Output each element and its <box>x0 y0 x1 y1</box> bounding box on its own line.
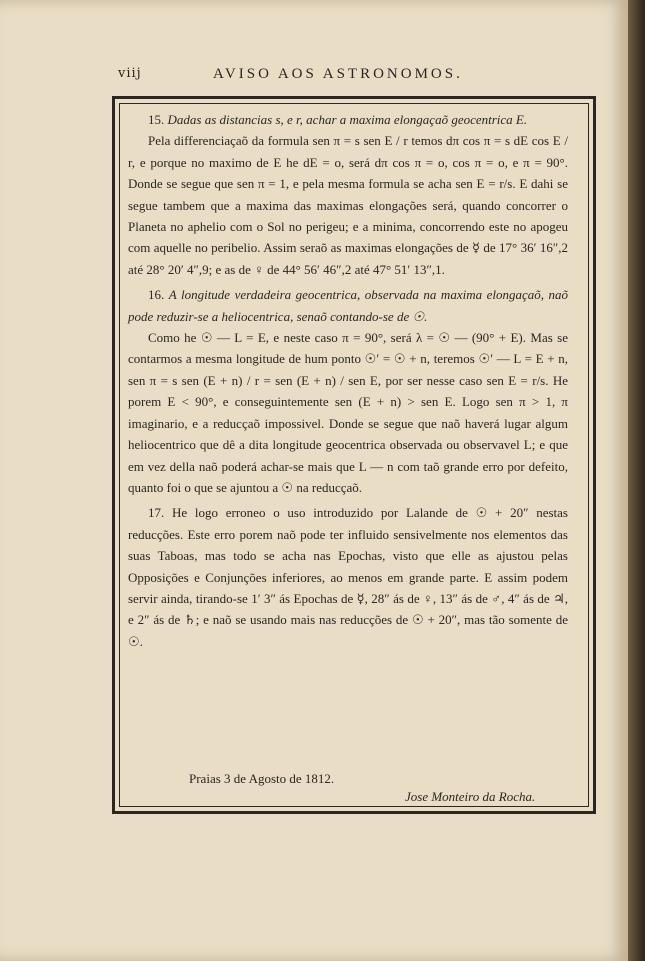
text-frame <box>112 96 596 814</box>
section-heading: Dadas as distancias s, e r, achar a maxima elongaçaõ geocentrica E. <box>167 112 528 127</box>
section-number: 16. <box>148 287 165 303</box>
paragraph-15-heading <box>128 109 568 130</box>
page-number: viij <box>118 66 142 81</box>
running-head <box>118 66 578 84</box>
signature: Jose Monteiro da Rocha. <box>405 789 536 804</box>
running-title: AVISO AOS ASTRONOMOS. <box>213 66 463 82</box>
section-heading: A longitude verdadeira geocentrica, observada na maxima elongaçaõ, naõ pode reduzir-se a heliocentrica, senaõ contando-se de ☉. <box>128 287 569 324</box>
book-edge <box>628 0 645 961</box>
paragraph-16-heading <box>128 284 568 327</box>
section-number: 15. <box>148 112 165 127</box>
section-text: He logo erroneo o uso introduzido por Lalande de ☉ + 20″ nestas reducções. Este erro porem naõ pode ter influido sensivelmente nos elementos das suas Taboas, mas todo se acha nas Epochas, visto que elle as ajustou pelas Opposições e Conjunções inferiores, ao menos em grande parte. E assim podem servir ainda, tirando-se 1′ 3″ ás Epochas de ☿, 28″ ás de ♀, 13″ ás de ♂, 4″ ás de ♃, e 2″ ás de ♄; e naõ se usando mais nas reducções de ☉ + 20″, mas tão somente de ☉. <box>128 505 568 649</box>
article-body <box>128 109 568 656</box>
place-date: Praias 3 de Agosto de 1812. <box>189 771 335 786</box>
section-number: 17. <box>148 505 165 521</box>
paragraph-16-body: Como he ☉ — L = E, e neste caso π = 90°, será λ = ☉ — (90° + E). Mas se contarmos a mesma longitude de hum ponto ☉′ = ☉ + n, teremos ☉′ — L = E + n, sen π = s sen (E + n) / r = sen (E + n) / sen E, por ser nesse caso sen E = r/s. He porem E < 90°, e conseguintemente sen (E + n) > sen E. Logo sen π > 1, π imaginario, e a reducçaõ impossivel. Donde se segue que naõ haverá lugar algum heliocentrico que dê a dita longitude geocentrica observada ou observavel L; e que em vez della naõ poderá achar-se mais que L — n com taõ grande erro por defeito, quanto foi o que se ajuntou a ☉ na reducçaõ. <box>128 330 568 495</box>
paragraph-15-body: Pela differenciaçaõ da formula sen π = s sen E / r temos dπ cos π = s dE cos E / r, e porque no maximo de E he dE = o, será dπ cos π = o, cos π = o, e π = 90°. Donde se segue que sen π = 1, e pela mesma formula se acha sen E = r/s. E dahi se segue tambem que a maxima das maximas elongações será, quando concorrer o Planeta no aphelio com o Sol no perigeu; e a minima, concorrendo este no apogeu com aquelle no peribelio. Assim seraõ as maximas elongações de ☿ de 17° 36′ 16″,2 até 28° 20′ 4″,9; e as de ♀ de 44° 56′ 46″,2 até 47° 51′ 13″,1. <box>128 133 568 277</box>
paragraph-17 <box>128 502 568 652</box>
